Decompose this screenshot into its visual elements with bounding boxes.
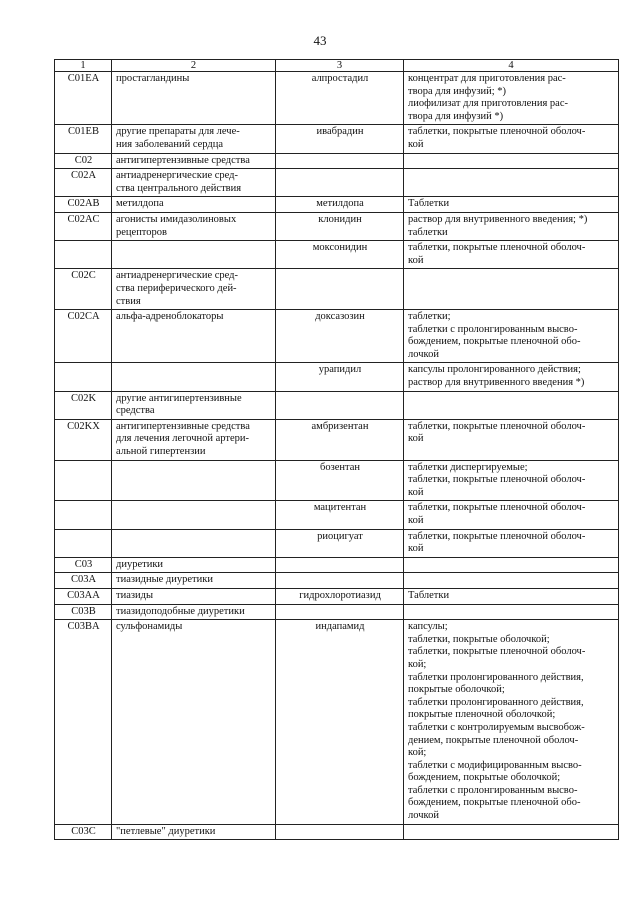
drug-name-cell: индапамид bbox=[276, 620, 404, 825]
table-row bbox=[55, 269, 619, 310]
table-row bbox=[55, 557, 619, 573]
drug-name-cell: урапидил bbox=[276, 363, 404, 391]
table-row bbox=[55, 620, 619, 825]
table-row bbox=[55, 241, 619, 269]
dosage-form-cell: таблетки, покрытые пленочной оболоч- кой bbox=[404, 529, 619, 557]
atc-code-cell: C03 bbox=[55, 557, 112, 573]
table-row bbox=[55, 419, 619, 460]
table-row bbox=[55, 604, 619, 620]
group-cell: "петлевые" диуретики bbox=[112, 824, 276, 840]
group-cell: антиадренергические сред- ства центрального действия bbox=[112, 169, 276, 197]
group-cell: другие антигипертензивные средства bbox=[112, 391, 276, 419]
dosage-form-cell: таблетки, покрытые пленочной оболоч- кой bbox=[404, 419, 619, 460]
drug-name-cell: ивабрадин bbox=[276, 125, 404, 153]
table-row bbox=[55, 460, 619, 501]
page-number: 43 bbox=[313, 33, 327, 48]
atc-code-cell bbox=[55, 460, 112, 501]
drug-name-cell bbox=[276, 153, 404, 169]
table-row bbox=[55, 72, 619, 125]
atc-code-cell: C02C bbox=[55, 269, 112, 310]
atc-code-cell: C01EA bbox=[55, 72, 112, 125]
group-cell: тиазиды bbox=[112, 588, 276, 604]
group-cell bbox=[112, 241, 276, 269]
header-cell-4: 4 bbox=[404, 60, 619, 72]
dosage-form-cell bbox=[404, 824, 619, 840]
drug-table bbox=[54, 59, 619, 840]
group-cell: диуретики bbox=[112, 557, 276, 573]
drug-name-cell: бозентан bbox=[276, 460, 404, 501]
atc-code-cell: C02AB bbox=[55, 197, 112, 213]
table-row bbox=[55, 588, 619, 604]
group-cell: антигипертензивные средства bbox=[112, 153, 276, 169]
atc-code-cell bbox=[55, 529, 112, 557]
dosage-form-cell: таблетки диспергируемые; таблетки, покрытые пленочной оболоч- кой bbox=[404, 460, 619, 501]
table-row bbox=[55, 125, 619, 153]
group-cell: другие препараты для лече- ния заболеваний сердца bbox=[112, 125, 276, 153]
drug-name-cell bbox=[276, 604, 404, 620]
drug-name-cell: алпростадил bbox=[276, 72, 404, 125]
atc-code-cell bbox=[55, 363, 112, 391]
dosage-form-cell bbox=[404, 573, 619, 589]
group-cell: агонисты имидазолиновых рецепторов bbox=[112, 212, 276, 240]
group-cell: антиадренергические сред- ства периферического дей- ствия bbox=[112, 269, 276, 310]
header-cell-2: 2 bbox=[112, 60, 276, 72]
drug-name-cell bbox=[276, 269, 404, 310]
atc-code-cell: C02AC bbox=[55, 212, 112, 240]
dosage-form-cell bbox=[404, 391, 619, 419]
drug-name-cell bbox=[276, 557, 404, 573]
drug-name-cell bbox=[276, 573, 404, 589]
drug-name-cell: моксонидин bbox=[276, 241, 404, 269]
atc-code-cell: C03BA bbox=[55, 620, 112, 825]
dosage-form-cell: концентрат для приготовления рас- твора для инфузий; *) лиофилизат для приготовления рас- твора для инфузий *) bbox=[404, 72, 619, 125]
atc-code-cell: C02KX bbox=[55, 419, 112, 460]
dosage-form-cell: таблетки, покрытые пленочной оболоч- кой bbox=[404, 501, 619, 529]
drug-name-cell: метилдопа bbox=[276, 197, 404, 213]
group-cell: тиазидные диуретики bbox=[112, 573, 276, 589]
table-row bbox=[55, 363, 619, 391]
group-cell bbox=[112, 363, 276, 391]
dosage-form-cell bbox=[404, 169, 619, 197]
dosage-form-cell: раствор для внутривенного введения; *) таблетки bbox=[404, 212, 619, 240]
atc-code-cell: C03B bbox=[55, 604, 112, 620]
dosage-form-cell bbox=[404, 557, 619, 573]
dosage-form-cell: таблетки, покрытые пленочной оболоч- кой bbox=[404, 125, 619, 153]
atc-code-cell: C02 bbox=[55, 153, 112, 169]
table-row bbox=[55, 573, 619, 589]
header-row bbox=[55, 60, 619, 72]
dosage-form-cell bbox=[404, 153, 619, 169]
atc-code-cell: C01EB bbox=[55, 125, 112, 153]
drug-name-cell: клонидин bbox=[276, 212, 404, 240]
header-cell-1: 1 bbox=[55, 60, 112, 72]
group-cell: альфа-адреноблокаторы bbox=[112, 310, 276, 363]
table-row bbox=[55, 169, 619, 197]
table-row bbox=[55, 197, 619, 213]
drug-name-cell: риоцигуат bbox=[276, 529, 404, 557]
dosage-form-cell bbox=[404, 269, 619, 310]
drug-name-cell: амбризентан bbox=[276, 419, 404, 460]
drug-name-cell: мацитентан bbox=[276, 501, 404, 529]
atc-code-cell: C02K bbox=[55, 391, 112, 419]
group-cell bbox=[112, 501, 276, 529]
table-row bbox=[55, 824, 619, 840]
table-row bbox=[55, 501, 619, 529]
table-row bbox=[55, 153, 619, 169]
dosage-form-cell bbox=[404, 604, 619, 620]
group-cell: сульфонамиды bbox=[112, 620, 276, 825]
atc-code-cell: C03C bbox=[55, 824, 112, 840]
table-row bbox=[55, 212, 619, 240]
table-row bbox=[55, 310, 619, 363]
dosage-form-cell: Таблетки bbox=[404, 197, 619, 213]
dosage-form-cell: капсулы пролонгированного действия; раствор для внутривенного введения *) bbox=[404, 363, 619, 391]
drug-name-cell: доксазозин bbox=[276, 310, 404, 363]
drug-name-cell bbox=[276, 824, 404, 840]
atc-code-cell: C03A bbox=[55, 573, 112, 589]
dosage-form-cell: капсулы; таблетки, покрытые оболочкой; таблетки, покрытые пленочной оболоч- кой; таблетки пролонгированного действия, покрытые оболочкой; таблетки пролонгированного действия, покрытые пленочной оболочкой; таблетки с контролируемым высвобож- дением, покрытые пленочной оболоч- кой; таблетки с модифицированным высво- бождением, покрытые оболочкой; таблетки с пролонгированным высво- бождением, покрытые пленочной обо- лочкой bbox=[404, 620, 619, 825]
drug-name-cell bbox=[276, 391, 404, 419]
atc-code-cell: C02CA bbox=[55, 310, 112, 363]
drug-name-cell: гидрохлоротиазид bbox=[276, 588, 404, 604]
group-cell: простагландины bbox=[112, 72, 276, 125]
dosage-form-cell: таблетки; таблетки с пролонгированным высво- бождением, покрытые пленочной обо- лочкой bbox=[404, 310, 619, 363]
atc-code-cell bbox=[55, 501, 112, 529]
table-row bbox=[55, 391, 619, 419]
dosage-form-cell: Таблетки bbox=[404, 588, 619, 604]
header-cell-3: 3 bbox=[276, 60, 404, 72]
table-row bbox=[55, 529, 619, 557]
dosage-form-cell: таблетки, покрытые пленочной оболоч- кой bbox=[404, 241, 619, 269]
atc-code-cell: C02A bbox=[55, 169, 112, 197]
group-cell: тиазидоподобные диуретики bbox=[112, 604, 276, 620]
group-cell bbox=[112, 460, 276, 501]
atc-code-cell bbox=[55, 241, 112, 269]
group-cell: антигипертензивные средства для лечения легочной артери- альной гипертензии bbox=[112, 419, 276, 460]
drug-name-cell bbox=[276, 169, 404, 197]
atc-code-cell: C03AA bbox=[55, 588, 112, 604]
group-cell bbox=[112, 529, 276, 557]
table-body bbox=[55, 60, 619, 840]
group-cell: метилдопа bbox=[112, 197, 276, 213]
